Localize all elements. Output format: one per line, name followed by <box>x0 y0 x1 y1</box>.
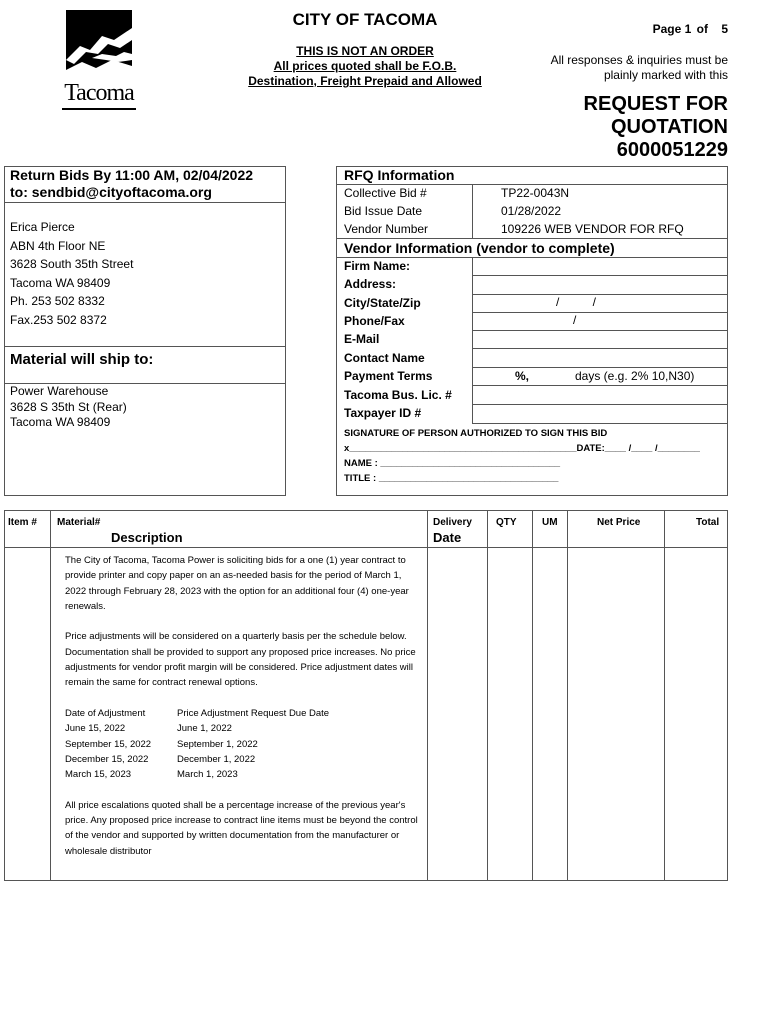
page-indicator <box>560 22 728 36</box>
address-label: Address: <box>344 277 397 291</box>
col-date: Date <box>433 530 462 545</box>
schedule-row <box>65 752 420 767</box>
rfq-title <box>500 93 728 162</box>
col-description: Description <box>111 530 183 545</box>
schedule-header-date: Date of Adjustment <box>65 707 146 719</box>
business-license-field[interactable] <box>472 404 728 405</box>
description-paragraph: The City of Tacoma, Tacoma Power is soliciting bids for a one (1) year contract to provide printer and copy paper on an as-needed basis for the period of March 1, 2022 through February 28, 2023 with the option for an additional four (4) one-year renewals. <box>65 555 409 612</box>
divider <box>472 312 728 313</box>
column-divider <box>532 510 533 881</box>
collective-bid-label: Collective Bid # <box>344 186 427 200</box>
page-current: 1 <box>684 22 692 36</box>
col-qty: QTY <box>496 517 517 528</box>
bid-issue-date-label: Bid Issue Date <box>344 204 423 218</box>
column-divider <box>664 510 665 881</box>
city-title: CITY OF TACOMA <box>292 10 438 29</box>
email-label: E-Mail <box>344 332 380 346</box>
col-material-number: Material# <box>57 517 101 528</box>
col-um: UM <box>542 517 558 528</box>
schedule-due-date: September 1, 2022 <box>177 738 258 750</box>
ship-to-line: 3628 S 35th St (Rear) <box>10 399 127 414</box>
divider <box>472 385 728 386</box>
business-license-label: Tacoma Bus. Lic. # <box>344 388 452 402</box>
buyer-line: 3628 South 35th Street <box>10 257 134 271</box>
payment-terms-days[interactable]: days (e.g. 2% 10,N30) <box>575 369 695 383</box>
header-divider <box>4 547 728 548</box>
column-divider <box>427 510 428 881</box>
bid-issue-date-value: 01/28/2022 <box>501 204 562 218</box>
page-of: of <box>696 22 708 36</box>
return-bids-deadline: Return Bids By 11:00 AM, 02/04/2022 <box>10 167 254 183</box>
contact-name-label: Contact Name <box>344 351 425 365</box>
column-divider <box>487 510 488 881</box>
ship-to-line: Tacoma WA 98409 <box>10 415 111 429</box>
ship-to-line: Power Warehouse <box>10 384 109 398</box>
rfq-title-line-1: REQUEST FOR <box>583 93 728 115</box>
col-net-price: Net Price <box>597 517 641 528</box>
contact-name-field[interactable] <box>472 367 728 368</box>
return-bids-box <box>4 166 286 496</box>
divider <box>472 184 473 238</box>
signer-name-line[interactable]: NAME : __________________________________ <box>344 458 561 469</box>
adjustment-schedule <box>65 706 420 782</box>
schedule-row <box>65 737 420 752</box>
not-order-line-2: All prices quoted shall be F.O.B. <box>273 59 457 73</box>
schedule-header-due: Price Adjustment Request Due Date <box>177 707 330 719</box>
schedule-due-date: March 1, 2023 <box>177 769 238 781</box>
schedule-row <box>65 721 420 736</box>
payment-terms-label: Payment Terms <box>344 369 433 383</box>
description-paragraph: Price adjustments will be considered on a quarterly basis per the schedule below. Documentation shall be provided to support any proposed price increases. No price adjustments for vendor profit margin will be considered. Price adjustment dates will remain the same for contract renewal options. <box>65 631 416 689</box>
return-bids-title <box>10 167 282 201</box>
signature-block <box>344 426 700 486</box>
rfq-title-line-2: QUOTATION <box>610 116 728 138</box>
signer-title-line[interactable]: TITLE : __________________________________ <box>344 473 559 484</box>
page-label: Page <box>652 22 682 36</box>
logo-wordmark: Tacoma <box>62 78 136 110</box>
buyer-line: Tacoma WA 98409 <box>10 275 111 290</box>
rfq-number: 6000051229 <box>616 139 728 161</box>
schedule-due-date: December 1, 2022 <box>177 753 256 765</box>
divider <box>336 257 728 258</box>
description-paragraph: All price escalations quoted shall be a percentage increase of the previous year's price. Any proposed price increase to contract line items must be beyond the control of the vendor and supported by written documentation from the manufacturer or wholesale distributor <box>65 799 418 857</box>
buyer-phone: Ph. 253 502 8332 <box>10 294 105 308</box>
buyer-fax: Fax.253 502 8372 <box>10 312 107 327</box>
return-bids-email: to: sendbid@cityoftacoma.org <box>10 184 212 200</box>
column-divider <box>50 510 51 881</box>
schedule-date: March 15, 2023 <box>65 769 132 781</box>
rfq-info-title: RFQ Information <box>344 167 455 183</box>
col-item-number: Item # <box>8 517 37 528</box>
schedule-date: December 15, 2022 <box>65 753 149 765</box>
divider <box>336 238 728 239</box>
divider <box>336 184 728 185</box>
phone-fax-label: Phone/Fax <box>344 314 405 328</box>
vendor-info-title: Vendor Information (vendor to complete) <box>344 240 615 256</box>
buyer-name: Erica Pierce <box>10 220 75 234</box>
schedule-header <box>65 706 420 721</box>
payment-terms-percent[interactable]: %, <box>515 369 530 383</box>
divider <box>4 202 286 203</box>
address-field[interactable] <box>472 294 728 295</box>
schedule-date: September 15, 2022 <box>65 738 152 750</box>
taxpayer-id-label: Taxpayer ID # <box>344 406 422 420</box>
vendor-number-label: Vendor Number <box>344 222 429 236</box>
col-total: Total <box>696 517 720 528</box>
response-note-line-1: All responses & inquiries must be <box>550 53 728 67</box>
buyer-contact <box>10 218 133 329</box>
schedule-due-date: June 1, 2022 <box>177 723 232 735</box>
col-delivery: Delivery <box>433 517 472 528</box>
ship-to-title: Material will ship to: <box>10 351 154 368</box>
item-description <box>65 553 420 874</box>
signature-line[interactable]: x___________________________________________DATE:____ /____ /________ <box>344 443 700 454</box>
response-note <box>500 53 728 83</box>
page-total: 5 <box>721 22 728 36</box>
taxpayer-id-field[interactable] <box>472 423 728 424</box>
schedule-row <box>65 767 420 782</box>
ship-to-address <box>10 384 127 431</box>
column-divider <box>567 510 568 881</box>
divider <box>472 330 728 331</box>
email-field[interactable] <box>472 348 728 349</box>
city-state-zip-field[interactable]: / / <box>556 295 597 309</box>
collective-bid-value: TP22-0043N <box>501 186 570 200</box>
signature-title: SIGNATURE OF PERSON AUTHORIZED TO SIGN THIS BID <box>344 428 608 439</box>
firm-name-label: Firm Name: <box>344 259 411 273</box>
divider <box>4 346 286 347</box>
phone-fax-field[interactable]: / <box>573 313 577 327</box>
not-an-order-notice <box>230 44 500 89</box>
divider <box>472 257 473 423</box>
city-of-tacoma-logo <box>62 10 136 114</box>
response-note-line-2: plainly marked with this <box>603 68 728 82</box>
not-order-line-3: Destination, Freight Prepaid and Allowed <box>248 74 482 88</box>
city-state-zip-label: City/State/Zip <box>344 296 421 310</box>
buyer-line: ABN 4th Floor NE <box>10 238 106 253</box>
vendor-number-value: 109226 WEB VENDOR FOR RFQ <box>501 222 684 236</box>
schedule-date: June 15, 2022 <box>65 723 126 735</box>
firm-name-field[interactable] <box>472 275 728 276</box>
not-order-line-1: THIS IS NOT AN ORDER <box>296 44 434 58</box>
